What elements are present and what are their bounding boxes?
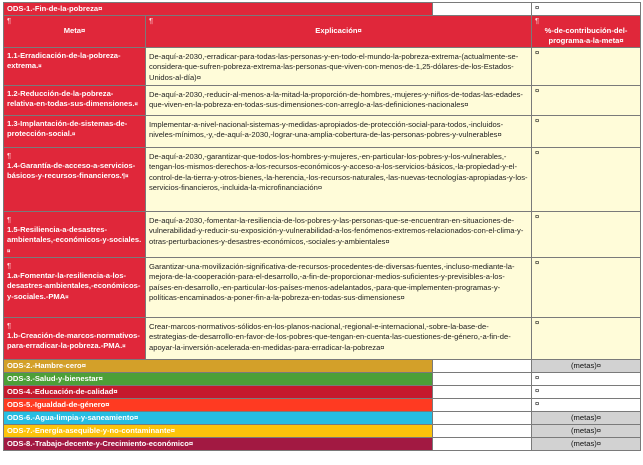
meta-cell-mark: ¶¤ <box>121 174 129 181</box>
ods-metas-cell[interactable]: ¤ <box>532 399 641 412</box>
meta-text: 1.1-Erradicación-de-la-pobreza-extrema. <box>7 50 121 71</box>
header-meta-label: Meta¤ <box>63 26 86 35</box>
ods-metas-cell[interactable]: ¤ <box>532 373 641 386</box>
header-explicacion-pilcrow: ¶ <box>149 16 154 25</box>
meta-text: 1.5-Resiliencia-a-desastres-ambientales,-económicos-y-sociales. <box>7 224 142 245</box>
ods-1-empty-cell[interactable] <box>433 3 532 16</box>
explicacion-cell[interactable] <box>146 258 532 318</box>
ods-label[interactable]: ODS-2.-Hambre-cero¤ <box>4 360 433 373</box>
meta-row <box>4 47 641 85</box>
ods-label[interactable]: ODS-7.-Energía-asequible-y-no-contaminante¤ <box>4 425 433 438</box>
meta-pilcrow: ¶ <box>7 214 12 224</box>
ods-metas-cell[interactable]: (metas)¤ <box>532 425 641 438</box>
header-contribucion <box>532 16 641 48</box>
ods-1-right-cell[interactable]: ¤ <box>532 3 641 16</box>
ods-metas-cell[interactable]: (metas)¤ <box>532 412 641 425</box>
meta-text: 1.2-Reducción-de-la-pobreza-relativa-en-todas-sus-dimensiones. <box>7 88 135 109</box>
ods-row <box>4 399 641 412</box>
ods-label[interactable]: ODS-3.-Salud-y-bienestar¤ <box>4 373 433 386</box>
ods-row <box>4 360 641 373</box>
contribucion-cell[interactable]: ¤ <box>532 318 641 360</box>
header-contribucion-label: %-de-contribución-del-programa-a-la-meta¤ <box>544 26 628 46</box>
explicacion-cell[interactable] <box>146 85 532 115</box>
meta-text: 1.a-Fomentar-la-resiliencia-a-los-desastres-ambientales,-económicos-y-sociales.-PMA <box>7 271 141 301</box>
explicacion-text: De-aquí-a-2030,-erradicar-para-todas-las-personas-y-en-todo-el-mundo-la-pobreza-extrema-(actualmente-se-considera-que-sufren-pobreza-extrema-las-personas-que-viven-con-menos-de-1,25-dólares-de-los-Estados-Unidos-al-día)¤ <box>149 51 519 82</box>
header-meta <box>4 16 146 48</box>
contribucion-cell[interactable]: ¤ <box>532 85 641 115</box>
meta-pilcrow: ¶ <box>7 261 12 271</box>
ods-empty-cell[interactable] <box>433 438 532 451</box>
ods-table-document <box>0 2 643 465</box>
meta-cell-mark: ¤ <box>134 102 138 109</box>
ods-label[interactable]: ODS-5.-Igualdad-de-género¤ <box>4 399 433 412</box>
ods-empty-cell[interactable] <box>433 373 532 386</box>
ods-empty-cell[interactable] <box>433 386 532 399</box>
header-contribucion-pilcrow: ¶ <box>535 16 540 25</box>
explicacion-cell[interactable] <box>146 318 532 360</box>
meta-text: 1.3-Implantación-de-sistemas-de-protección-social. <box>7 118 128 139</box>
ods-row <box>4 412 641 425</box>
meta-cell-mark: ¤ <box>65 294 69 301</box>
explicacion-cell[interactable] <box>146 147 532 211</box>
ods-table <box>3 2 641 451</box>
ods-empty-cell[interactable] <box>433 412 532 425</box>
explicacion-cell[interactable] <box>146 115 532 147</box>
explicacion-text: De-aquí-a-2030,-fomentar-la-resiliencia-de-los-pobres-y-las-personas-que-se-encuentran-en-situaciones-de-vulnerabilidad-y-reducir-su-exposición-y-vulnerabilidad-a-los-fenómenos-extremos-relacionados-con-el-clima-y-otras-perturbaciones-y-desastres-económicos,-sociales-y-ambientales¤ <box>149 215 524 246</box>
meta-cell-mark: ¤ <box>72 132 76 139</box>
ods-label[interactable]: ODS-6.-Agua-limpia-y-saneamiento¤ <box>4 412 433 425</box>
ods-empty-cell[interactable] <box>433 399 532 412</box>
meta-text: 1.4-Garantía-de-acceso-a-servicios-básicos-y-recursos-financieros. <box>7 160 136 181</box>
explicacion-text: Implementar-a-nivel-nacional-sistemas-y-medidas-apropiados-de-protección-social-para-todos,-incluidos-niveles-mínimos,-y,-de-aquí-a-2030,-lograr-una-amplia-cobertura-de-las-personas-pobres-y-vulnerables¤ <box>149 119 504 140</box>
contribucion-cell[interactable]: ¤ <box>532 211 641 257</box>
explicacion-text: Garantizar-una-movilización-significativa-de-recursos-procedentes-de-diversas-fuentes,-incluso-mediante-la-mejora-de-la-cooperación-para-el-desarrollo,-a-fin-de-proporcionar-medios-suficientes-y-previsibles-a-los-países-en-desarrollo,-en-particular-los-países-menos-adelantados,-para-que-implementen-programas-y-políticas-encaminados-a-poner-fin-a-la-pobreza-en-todas-sus-dimensiones¤ <box>149 262 515 303</box>
meta-row <box>4 147 641 211</box>
meta-cell[interactable] <box>4 318 146 360</box>
meta-cell[interactable] <box>4 85 146 115</box>
meta-cell[interactable] <box>4 258 146 318</box>
meta-cell[interactable] <box>4 47 146 85</box>
ods-row <box>4 438 641 451</box>
meta-cell-mark: ¤ <box>122 344 126 351</box>
ods-label[interactable]: ODS-4.-Educación-de-calidad¤ <box>4 386 433 399</box>
meta-pilcrow: ¶ <box>7 321 12 331</box>
meta-row <box>4 258 641 318</box>
explicacion-text: De-aquí-a-2030,-reducir-al-menos-a-la-mitad-la-proporción-de-hombres,-mujeres-y-niños-de-todas-las-edades-que-viven-en-la-pobreza-en-todas-sus-dimensiones-con-arreglo-a-las-definiciones-nacionales¤ <box>149 89 523 110</box>
contribucion-cell[interactable]: ¤ <box>532 115 641 147</box>
ods-empty-cell[interactable] <box>433 425 532 438</box>
meta-row <box>4 115 641 147</box>
ods-row <box>4 425 641 438</box>
header-explicacion-label: Explicación¤ <box>315 26 362 35</box>
contribucion-cell[interactable]: ¤ <box>532 258 641 318</box>
header-meta-pilcrow: ¶ <box>7 16 12 25</box>
contribucion-cell[interactable]: ¤ <box>532 47 641 85</box>
meta-row <box>4 211 641 257</box>
ods-empty-cell[interactable] <box>433 360 532 373</box>
header-row <box>4 16 641 48</box>
header-explicacion <box>146 16 532 48</box>
ods-row <box>4 373 641 386</box>
ods-metas-cell[interactable]: ¤ <box>532 386 641 399</box>
meta-row <box>4 85 641 115</box>
ods-label[interactable]: ODS-8.-Trabajo-decente-y-Crecimiento-económico¤ <box>4 438 433 451</box>
meta-cell-mark: ¤ <box>38 64 42 71</box>
meta-cell[interactable] <box>4 115 146 147</box>
ods-1-row <box>4 3 641 16</box>
explicacion-text: Crear-marcos-normativos-sólidos-en-los-planos-nacional,-regional-e-internacional,-sobre-la-base-de-estrategias-de-desarrollo-en-favor-de-los-pobres-que-tengan-en-cuenta-las-cuestiones-de-género,-a-fin-de-apoyar-la-inversión-acelerada-en-medidas-para-erradicar-la-pobreza¤ <box>149 322 511 352</box>
explicacion-cell[interactable] <box>146 47 532 85</box>
meta-cell-mark: ¤ <box>7 248 11 255</box>
meta-pilcrow: ¶ <box>7 150 12 160</box>
ods-row <box>4 386 641 399</box>
contribucion-cell[interactable]: ¤ <box>532 147 641 211</box>
ods-1-label[interactable]: ODS-1.-Fin-de-la-pobreza¤ <box>4 3 433 16</box>
ods-metas-cell[interactable]: (metas)¤ <box>532 438 641 451</box>
meta-cell[interactable] <box>4 211 146 257</box>
explicacion-text: De-aquí-a-2030,-garantizar-que-todos-los-hombres-y-mujeres,-en-particular-los-pobres-y-los-vulnerables,-tengan-los-mismos-derechos-a-los-recursos-económicos-y-acceso-a-los-servicios-básicos,-la-propiedad-y-el-control-de-la-tierra-y-otros-bienes,-la-herencia,-los-recursos-naturales,-las-nuevas-tecnologías-apropiadas-y-los-servicios-financieros,-incluida-la-microfinanciación¤ <box>149 151 528 193</box>
meta-row <box>4 318 641 360</box>
meta-cell[interactable] <box>4 147 146 211</box>
ods-metas-cell[interactable]: (metas)¤ <box>532 360 641 373</box>
explicacion-cell[interactable] <box>146 211 532 257</box>
meta-text: 1.b-Creación-de-marcos-normativos-para-erradicar-la-pobreza.-PMA. <box>7 331 140 351</box>
